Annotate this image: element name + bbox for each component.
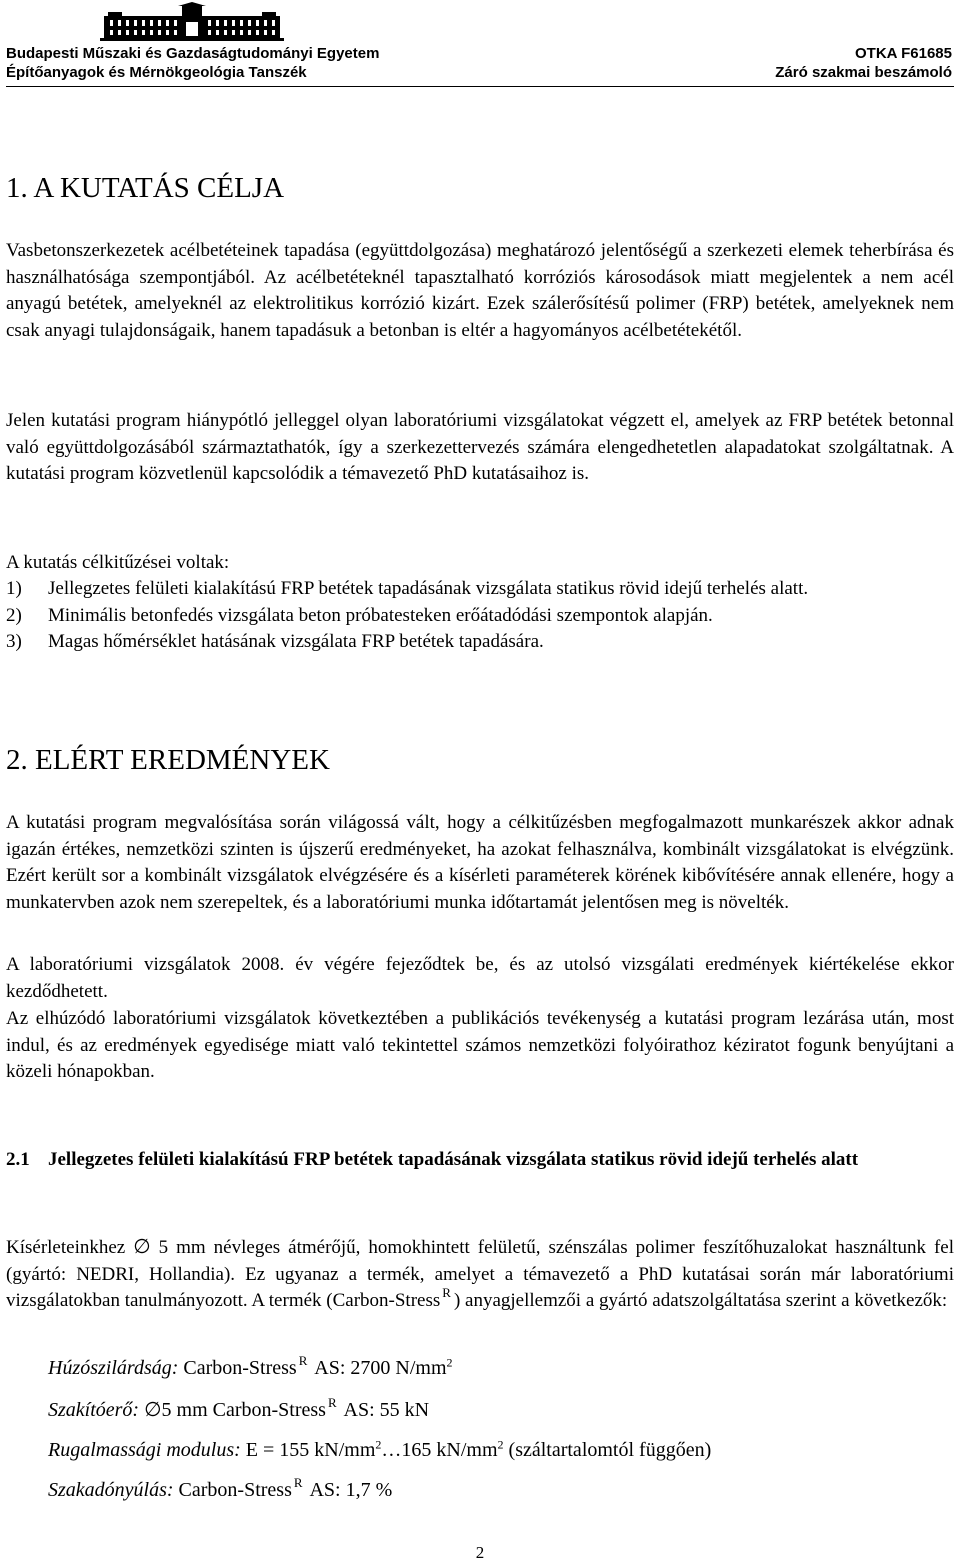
spec-elastic-modulus: Rugalmassági modulus: E = 155 $kN/mm^2\dots 165$ $kN/mm^2$ (száltartalomtól függően) (48, 1437, 712, 1461)
header-project-code: OTKA F61685 (855, 45, 952, 62)
goals-intro: A kutatás célkitűzései voltak: (6, 552, 230, 573)
spec-label: Szakítóerő: (48, 1399, 140, 1421)
goals-list (6, 576, 954, 656)
header-divider (6, 86, 954, 87)
spec-label: Húzószilárdság: (48, 1357, 179, 1379)
header-institution (6, 44, 379, 82)
spec-label: Rugalmassági modulus: (48, 1439, 241, 1461)
registered-mark: R (442, 1285, 451, 1300)
registered-mark: R (327, 1395, 337, 1410)
diameter-symbol: ∅ (144, 1399, 162, 1421)
header-university: Budapesti Műszaki és Gazdaságtudományi Egyetem (6, 45, 380, 62)
list-item (6, 576, 954, 603)
spec-breaking-force: Szakítóerő: ∅5 mm Carbon-Stress $^R$ AS: 55 kN (48, 1395, 430, 1421)
section-2-paragraph-3: Az elhúzódó laboratóriumi vizsgálatok következtében a publikációs tevékenység a kutatási program lezárása után, most indul, és az eredmények egyedisége miatt való tekintettel számos nemzetközi folyóirathoz kéziratot fogunk benyújtani a közeli hónapokban. (6, 1008, 954, 1082)
header-report-info (775, 44, 952, 82)
section-1-paragraph-1: Vasbetonszerkezetek acélbetéteinek tapadása (együttdolgozása) meghatározó jelentőségű a szerkezeti elemek teherbírása és használhatósága szempontjából. Az acélbetéteknél tapasztalható korróziós károsodások miatt megjelentek a nem acél anyagú betétek, amelyeknél az elektrolitikus korrózió kizárt. Ezek szálerősítésű polimer (FRP) betétek, amelyeknek nem csak anyagi tulajdonságaik, hanem tapadásuk a betonban is eltér a hagyományos acélbetétekétől. (6, 240, 954, 341)
list-item-text: Magas hőmérséklet hatásának vizsgálata FRP betétek tapadására. (48, 631, 544, 652)
spec-elongation: Szakadónyúlás: Carbon-Stress $^R$ AS: 1,7 % (48, 1475, 393, 1501)
university-building-logo (98, 2, 286, 42)
list-item (6, 629, 954, 656)
section-1-paragraph-2: Jelen kutatási program hiánypótló jelleggel olyan laboratóriumi vizsgálatokat végzett el, amelyek az FRP betétek betonnal való együttdolgozásából származtathatók, így a szerkezettervezés számára elengedhetetlen alapadatokat szolgáltatnak. A kutatási program közvetlenül kapcsolódik a témavezető PhD kutatásaihoz is. (6, 410, 954, 484)
header-report-type: Záró szakmai beszámoló (775, 64, 952, 81)
list-item-text: Minimális betonfedés vizsgálata beton próbatesteken erőátadódási szempontok alapján. (48, 604, 713, 626)
section-2-1-heading (6, 1146, 954, 1174)
section-1-title: 1. A KUTATÁS CÉLJA (6, 172, 285, 204)
list-item-number: 3) (6, 631, 22, 652)
spec-label: Szakadónyúlás: (48, 1479, 174, 1501)
list-item-number: 1) (6, 578, 22, 599)
section-2-paragraph-1: A kutatási program megvalósítása során világossá vált, hogy a célkitűzésben megfogalmazott munkarészek akkor adnak igazán értékes, nemzetközi szinten is újszerű eredményeket, ha azokat felhasználva, kombinált vizsgálatokat is elvégzünk. Ezért került sor a kombinált vizsgálatok elvégzésére és a kísérleti paraméterek körének kibővítésére annak ellenére, hogy a munkatervben azok nem szerepeltek, és a laboratóriumi munka időtartamát jelentősen meg is növelték. (6, 812, 954, 913)
list-item-text: Jellegzetes felületi kialakítású FRP betétek tapadásának vizsgálata statikus rövid idejű terhelés alatt. (48, 578, 809, 599)
section-2-1-number: 2.1 (6, 1149, 30, 1170)
spec-tensile-strength: Húzószilárdság: Carbon-Stress $^R$ AS: 2700 $N/mm^2$ (48, 1353, 453, 1379)
diameter-symbol: ∅ (133, 1236, 151, 1258)
registered-mark: R (293, 1475, 303, 1490)
section-2-title: 2. ELÉRT EREDMÉNYEK (6, 744, 330, 776)
registered-mark: R (298, 1353, 308, 1368)
page-number: 2 (475, 1543, 485, 1562)
section-2-1-title: Jellegzetes felületi kialakítású FRP betétek tapadásának vizsgálata statikus rövid idejű terhelés alatt (48, 1149, 859, 1170)
header-department: Építőanyagok és Mérnökgeológia Tanszék (6, 64, 307, 81)
section-2-1-paragraph: Kísérleteinkhez ∅ 5 mm névleges átmérőjű, homokhintett felületű, szénszálas polimer feszítőhuzalokat használtunk fel (gyártó: NEDRI, Hollandia). Ez ugyanaz a termék, amelyet a témavezető a PhD kutatásai során már laboratóriumi vizsgálatokban tanulmányozott. A termék (Carbon-Stress $^R$ ) anyagjellemzői a gyártó adatszolgáltatása szerint a következők: (6, 1236, 954, 1311)
list-item-number: 2) (6, 604, 22, 626)
list-item (6, 603, 954, 630)
section-2-paragraph-2: A laboratóriumi vizsgálatok 2008. év végére fejeződtek be, és az utolsó vizsgálati eredmények kiértékelése ekkor kezdődhetett. (6, 954, 954, 1002)
